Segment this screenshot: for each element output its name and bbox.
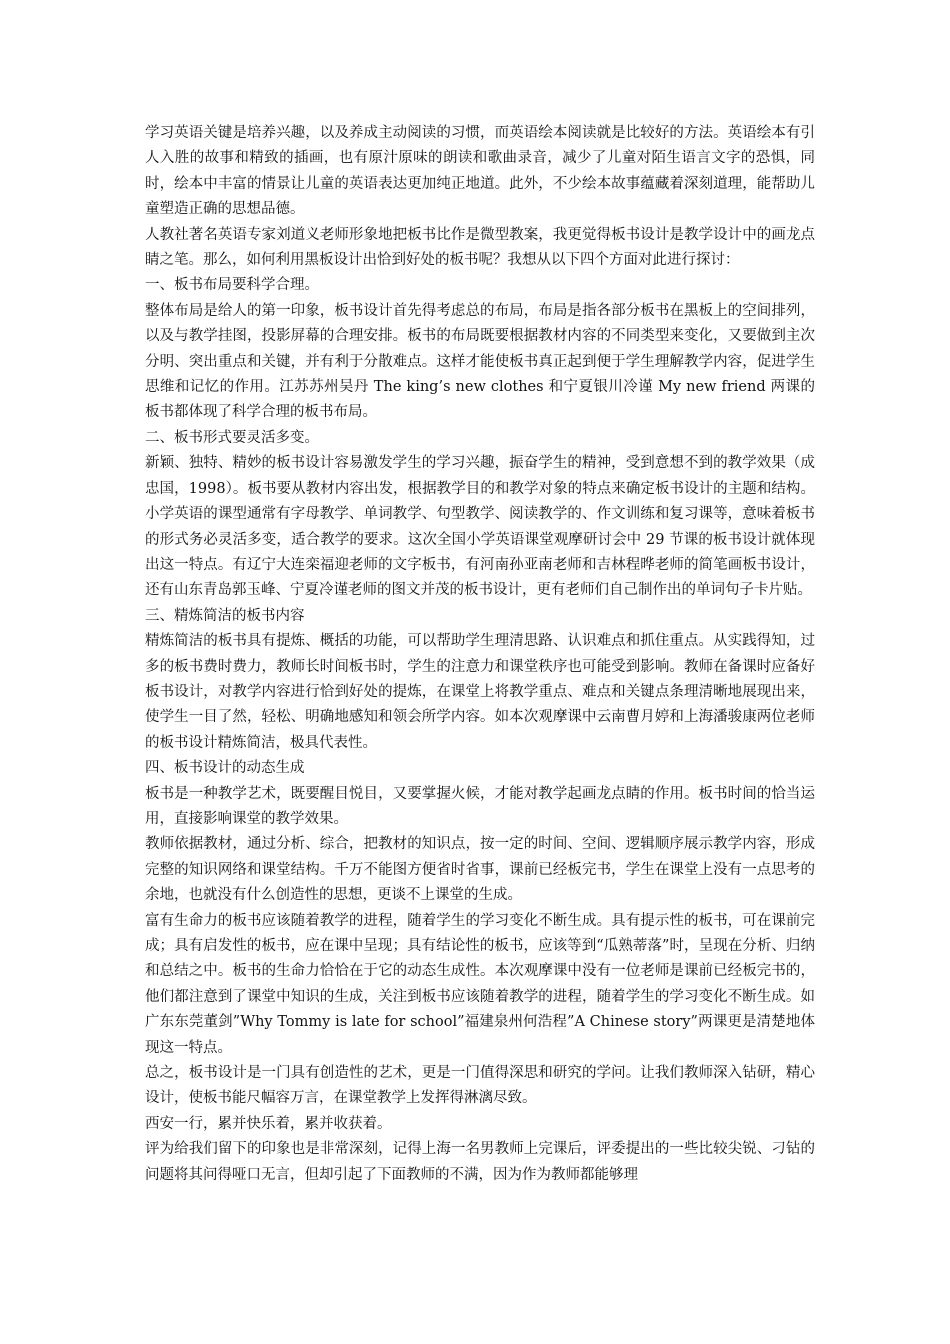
paragraph-form: 新颖、独特、精妙的板书设计容易激发学生的学习兴趣，振奋学生的精神，受到意想不到的教学效果（成忠国，1998）。板书要从教材内容出发，根据教学目的和教学对象的特点来确定板书设计的主题和结构。小学英语的课型通常有字母教学、单词教学、句型教学、阅读教学的、作文训练和复习课等，意味着板书的形式务必灵活多变，适合教学的要求。这次全国小学英语课堂观摩研讨会中 29 节课的板书设计就体现出这一特点。有辽宁大连栾福迎老师的文字板书，有河南孙亚南老师和吉林程晔老师的简笔画板书设计，还有山东青岛郭玉峰、宁夏冷谨老师的图文并茂的板书设计，更有老师们自己制作出的单词句子卡片贴。	[145, 455, 815, 599]
paragraph-timing: 板书是一种教学艺术，既要醒目悦目，又要掌握火候，才能对教学起画龙点睛的作用。板书时间的恰当运用，直接影响课堂的教学效果。	[145, 785, 815, 827]
paragraph-conclusion: 总之，板书设计是一门具有创造性的艺术，更是一门值得深思和研究的学问。让我们教师深入钻研，精心设计，使板书能尺幅容万言，在课堂教学上发挥得淋漓尽致。	[145, 1065, 815, 1107]
section-heading-2: 二、板书形式要灵活多变。	[145, 429, 319, 446]
paragraph-knowledge-network: 教师依据教材，通过分析、综合，把教材的知识点，按一定的时间、空间、逻辑顺序展示教学内容，形成完整的知识网络和课堂结构。千万不能图方便省时省事，课前已经板完书，学生在课堂上没有一点思考的余地，也就没有什么创造性的思想，更谈不上课堂的生成。	[145, 836, 815, 904]
paragraph-concise: 精炼简洁的板书具有提炼、概括的功能，可以帮助学生理清思路、认识难点和抓住重点。从实践得知，过多的板书费时费力，教师长时间板书时，学生的注意力和课堂秩序也可能受到影响。教师在备课时应备好板书设计，对教学内容进行恰到好处的提炼，在课堂上将教学重点、难点和关键点条理清晰地展现出来，使学生一目了然，轻松、明确地感知和领会所学内容。如本次观摩课中云南曹月婷和上海潘骏康两位老师的板书设计精炼简洁，极具代表性。	[145, 633, 815, 751]
paragraph-judges: 评为给我们留下的印象也是非常深刻，记得上海一名男教师上完课后，评委提出的一些比较尖锐、刁钻的问题将其问得哑口无言，但却引起了下面教师的不满，因为作为教师都能够理	[145, 1141, 815, 1183]
paragraph-dynamic: 富有生命力的板书应该随着教学的进程，随着学生的学习变化不断生成。具有提示性的板书，可在课前完成；具有启发性的板书，应在课中呈现；具有结论性的板书，应该等到“瓜熟蒂落”时，呈现在分析、归纳和总结之中。板书的生命力恰恰在于它的动态生成性。本次观摩课中没有一位老师是课前已经板完书的，他们都注意到了课堂中知识的生成，关注到板书应该随着教学的进程，随着学生的学习变化不断生成。如广东东莞董剑”Why Tommy is late for school”福建泉州何浩程”A Chinese story”两课更是清楚地体现这一特点。	[145, 912, 815, 1056]
section-heading-3: 三、精炼简洁的板书内容	[145, 607, 305, 624]
section-heading-4: 四、板书设计的动态生成	[145, 760, 305, 777]
document-body	[145, 121, 815, 1188]
section-heading-1: 一、板书布局要科学合理。	[145, 277, 319, 294]
paragraph-xian: 西安一行，累并快乐着，累并收获着。	[145, 1115, 392, 1132]
paragraph-blackboard-design: 人教社著名英语专家刘道义老师形象地把板书比作是微型教案，我更觉得板书设计是教学设计中的画龙点睛之笔。那么，如何利用黑板设计出恰到好处的板书呢？我想从以下四个方面对此进行探讨：	[145, 226, 815, 269]
paragraph-intro: 学习英语关键是培养兴趣，以及养成主动阅读的习惯，而英语绘本阅读就是比较好的方法。英语绘本有引人入胜的故事和精致的插画，也有原汁原味的朗读和歌曲录音，减少了儿童对陌生语言文字的恐惧，同时，绘本中丰富的情景让儿童的英语表达更加纯正地道。此外，不少绘本故事蕴藏着深刻道理，能帮助儿童塑造正确的思想品德。	[145, 125, 815, 218]
paragraph-layout: 整体布局是给人的第一印象，板书设计首先得考虑总的布局，布局是指各部分板书在黑板上的空间排列，以及与教学挂图，投影屏幕的合理安排。板书的布局既要根据教材内容的不同类型来变化，又要做到主次分明、突出重点和关键，并有利于分散难点。这样才能使板书真正起到便于学生理解教学内容，促进学生思维和记忆的作用。江苏苏州吴丹 The king’s new clothes 和宁夏银川冷谨 My new friend 两课的板书都体现了科学合理的板书布局。	[145, 302, 815, 421]
